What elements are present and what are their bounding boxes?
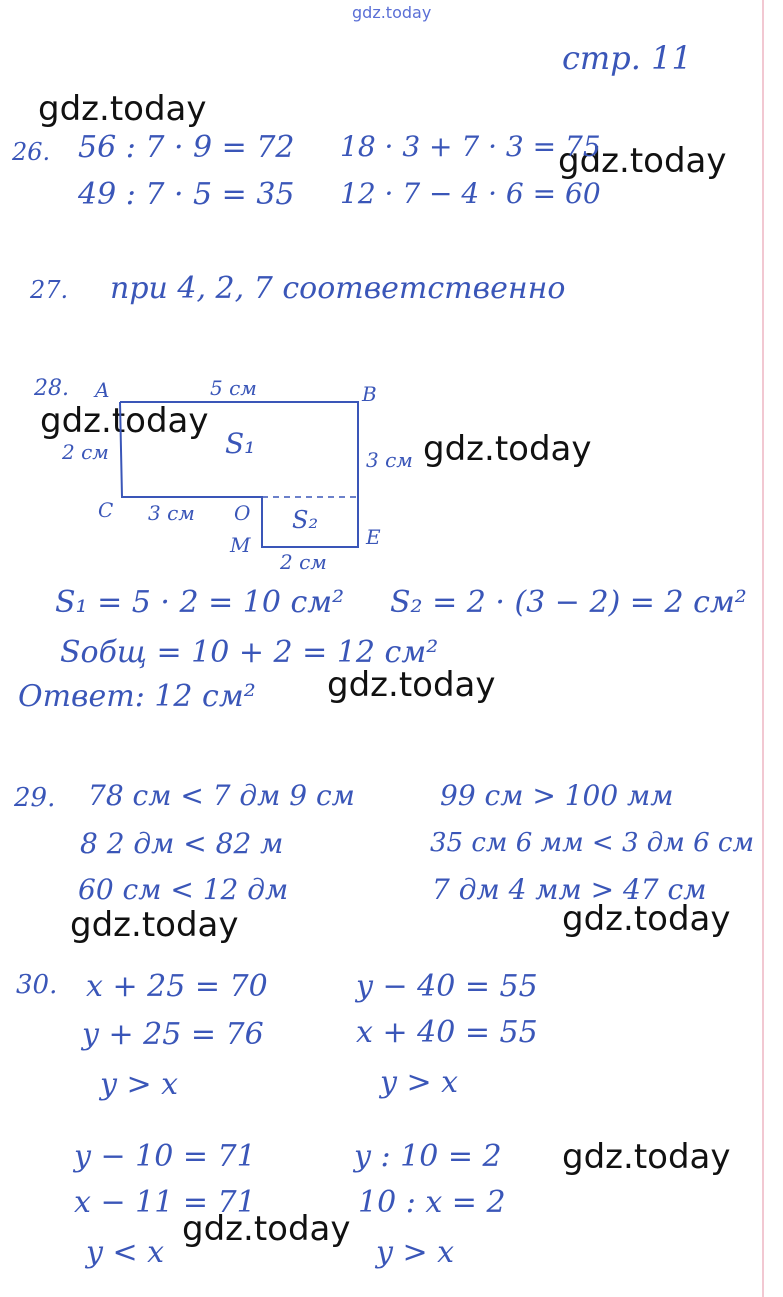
vertex-e-label: E	[366, 525, 381, 549]
exercise-30-right-bottom-2: 10 : x = 2	[358, 1185, 506, 1220]
exercise-28-number: 28.	[34, 376, 69, 401]
exercise-30-left-bottom-1: y − 10 = 71	[74, 1139, 256, 1174]
watermark: gdz.today	[423, 429, 592, 469]
side-bottom-left-label: 3 см	[148, 501, 195, 525]
exercise-29-left-3: 60 см < 12 дм	[78, 873, 289, 906]
exercise-29-right-2: 35 см 6 мм < 3 дм 6 см	[430, 828, 754, 858]
exercise-29-right-3: 7 дм 4 мм > 47 см	[432, 873, 707, 906]
exercise-29-left-2: 8 2 дм < 82 м	[80, 827, 284, 860]
side-bottom-small-label: 2 см	[280, 550, 327, 574]
vertex-a-label: A	[95, 378, 110, 402]
exercise-28-calc-s2: S₂ = 2 · (3 − 2) = 2 см²	[390, 585, 747, 620]
watermark: gdz.today	[70, 905, 239, 945]
side-top-label: 5 см	[210, 376, 257, 400]
exercise-26-left-line-2: 49 : 7 · 5 = 35	[78, 177, 295, 212]
area-s2-label: S₂	[292, 506, 319, 534]
exercise-26-left-line-1: 56 : 7 · 9 = 72	[78, 130, 295, 165]
side-left-label: 2 см	[62, 440, 109, 464]
exercise-30-right-top-3: y > x	[380, 1065, 459, 1100]
watermark: gdz.today	[562, 899, 731, 939]
vertex-b-label: B	[362, 382, 377, 406]
area-s1-label: S₁	[225, 427, 256, 460]
exercise-26-number: 26.	[12, 138, 51, 166]
exercise-29-right-1: 99 см > 100 мм	[440, 779, 674, 812]
exercise-30-left-top-3: y > x	[100, 1067, 179, 1102]
figure-outline	[120, 402, 358, 547]
side-right-label: 3 см	[366, 448, 413, 472]
watermark-top: gdz.today	[352, 3, 432, 22]
watermark: gdz.today	[182, 1209, 351, 1249]
exercise-29-left-1: 78 см < 7 дм 9 см	[88, 779, 355, 812]
vertex-o-label: O	[234, 501, 251, 525]
exercise-30-left-bottom-3: y < x	[86, 1235, 165, 1270]
watermark: gdz.today	[558, 141, 727, 181]
exercise-30-left-bottom-2: x − 11 = 71	[74, 1185, 256, 1220]
exercise-30-left-top-2: y + 25 = 76	[82, 1017, 264, 1052]
exercise-28-answer: Ответ: 12 см²	[18, 679, 256, 714]
exercise-28-calc-s1: S₁ = 5 · 2 = 10 см²	[55, 585, 345, 620]
vertex-m-label: M	[230, 533, 251, 557]
exercise-29-number: 29.	[14, 783, 56, 813]
exercise-30-right-bottom-3: y > x	[376, 1235, 455, 1270]
exercise-28-total: Sобщ = 10 + 2 = 12 см²	[60, 635, 439, 670]
vertex-c-label: C	[98, 498, 114, 522]
exercise-30-right-bottom-1: y : 10 = 2	[354, 1139, 502, 1174]
exercise-30-right-top-1: y − 40 = 55	[356, 969, 538, 1004]
exercise-26-right-line-1: 18 · 3 + 7 · 3 = 75	[340, 130, 601, 163]
watermark: gdz.today	[562, 1137, 731, 1177]
watermark: gdz.today	[38, 89, 207, 129]
exercise-27-number: 27.	[30, 276, 69, 304]
exercise-30-left-top-1: x + 25 = 70	[86, 969, 268, 1004]
page-label: стр. 11	[562, 39, 692, 77]
exercise-30-right-top-2: x + 40 = 55	[356, 1015, 538, 1050]
watermark: gdz.today	[40, 401, 209, 441]
watermark: gdz.today	[327, 665, 496, 705]
exercise-27-text: при 4, 2, 7 соответственно	[110, 271, 566, 306]
exercise-26-right-line-2: 12 · 7 − 4 · 6 = 60	[340, 177, 601, 210]
exercise-30-number: 30.	[16, 970, 58, 1000]
